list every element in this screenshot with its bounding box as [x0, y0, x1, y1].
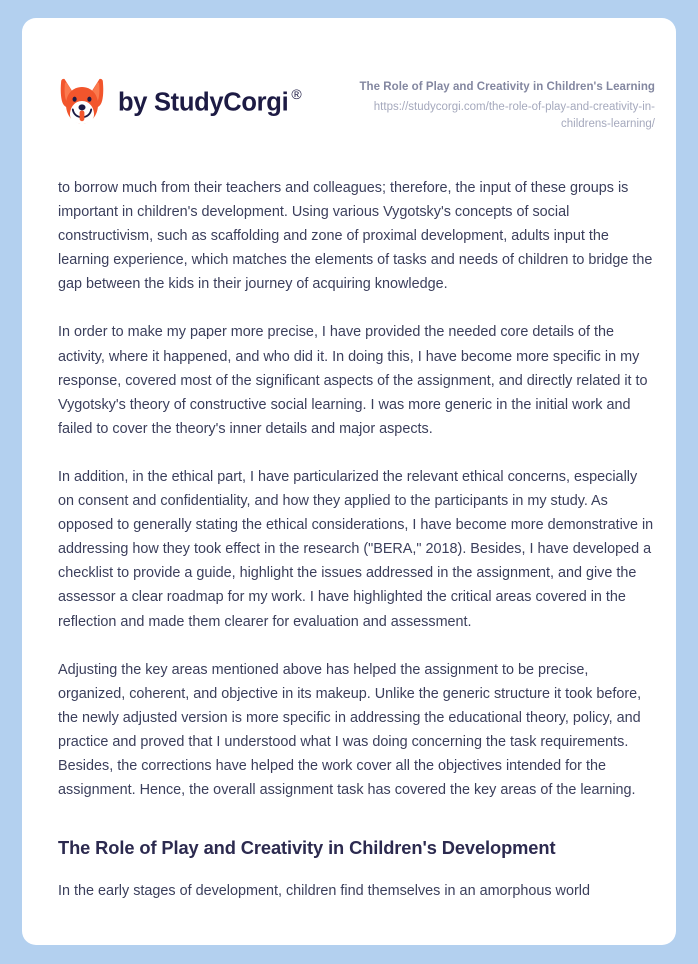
body-paragraph: to borrow much from their teachers and colleagues; therefore, the input of these groups is important in children's development. Using various Vygotsky's concepts of social constructivism, such as scaffolding and zone of proximal development, adults input the learning experience, which matches the elements of tasks and needs of children to bridge the gap between the kids in their journey of acquiring knowledge.: [58, 180, 653, 293]
header-document-meta: [325, 79, 655, 133]
brand-wordmark: [118, 85, 302, 116]
brand-wordmark-text: by StudyCorgi: [118, 88, 289, 116]
header-document-url[interactable]: https://studycorgi.com/the-role-of-play-and-creativity-in-childrens-learning/: [373, 100, 655, 130]
section-heading: The Role of Play and Creativity in Children's Development: [58, 837, 556, 859]
header-document-title: The Role of Play and Creativity in Children's Learning: [359, 81, 655, 93]
document-sheet: [22, 18, 676, 945]
document-body: [58, 176, 654, 927]
document-header: [22, 18, 676, 164]
body-paragraph: In order to make my paper more precise, I have provided the needed core details of the activity, where it happened, and who did it. In doing this, I have become more specific in my response, covered most of the significant aspects of the assignment, and directly related it to Vygotsky's theory of constructive social learning. I was more generic in the initial work and failed to cover the theory's inner details and major aspects.: [58, 324, 648, 437]
brand-logo-block[interactable]: [58, 76, 301, 126]
body-paragraph: In the early stages of development, children find themselves in an amorphous world: [58, 882, 590, 899]
registered-trademark-symbol: ®: [291, 85, 302, 102]
body-paragraph: Adjusting the key areas mentioned above has helped the assignment to be precise, organized, coherent, and objective in its makeup. Unlike the generic structure it took before, the newly adjusted version is more specific in addressing the educational theory, policy, and practice and proved that I understood what I was doing concerning the task requirements. Besides, the corrections have helped the work cover all the objectives intended for the assignment. Hence, the overall assignment task has covered the key areas of the learning.: [58, 661, 642, 799]
body-paragraph: In addition, in the ethical part, I have particularized the relevant ethical concerns, especially on consent and confidentiality, and how they applied to the participants in my study. As opposed to generally stating the ethical considerations, I have become more demonstrative in addressing how they took effect in the research ("BERA," 2018). Besides, I have developed a checklist to provide a guide, highlight the issues addressed in the assignment, and give the assessor a clear roadmap for my work. I have highlighted the critical areas covered in the reflection and made them clearer for evaluation and assessment.: [58, 468, 654, 630]
corgi-face-icon: [58, 76, 106, 126]
